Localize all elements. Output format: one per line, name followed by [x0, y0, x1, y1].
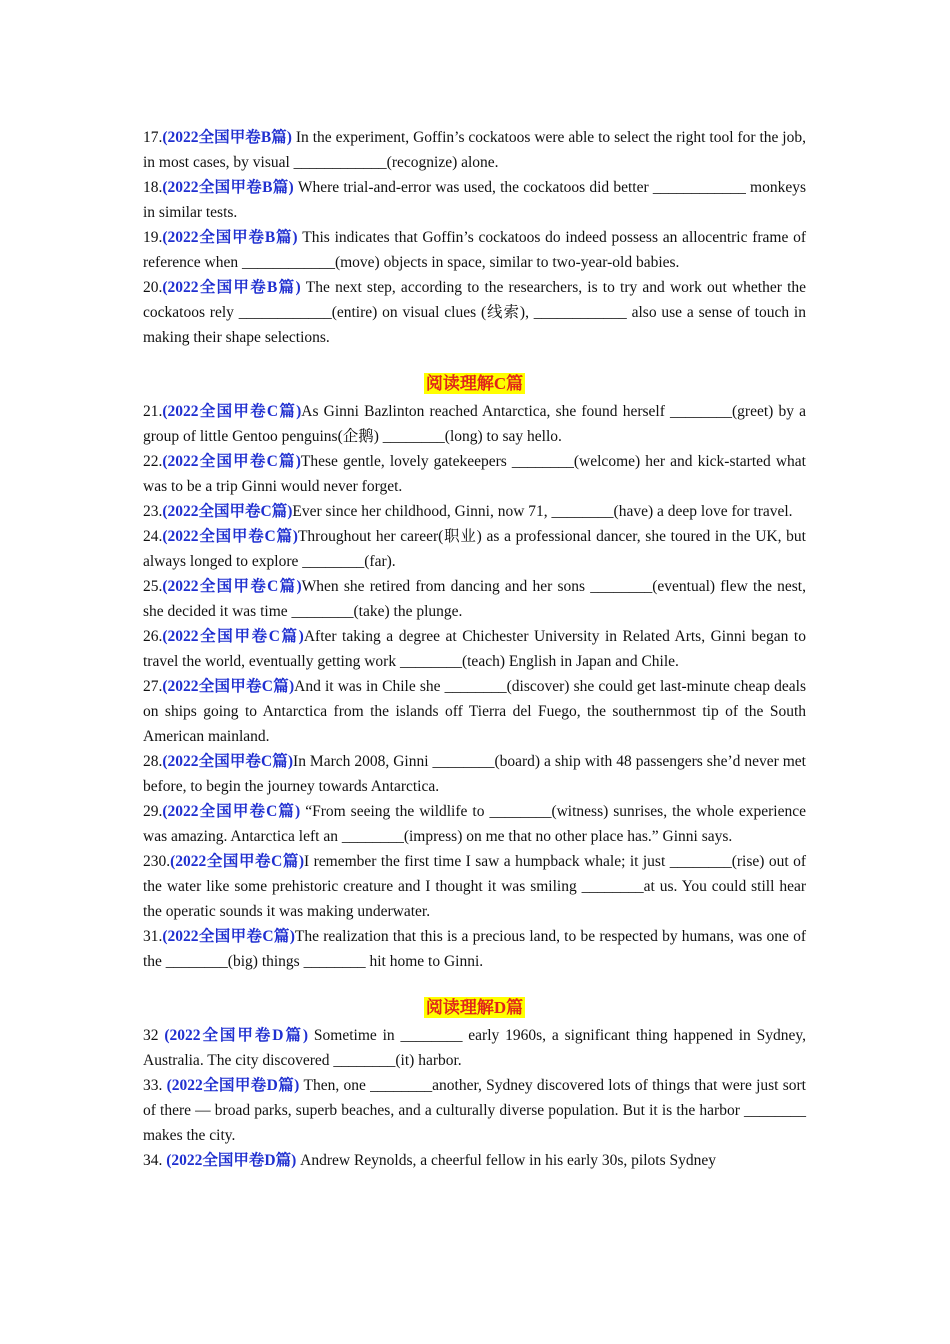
source-tag: (2022全国甲卷C篇) — [162, 678, 295, 695]
question-number: 25. — [143, 578, 163, 595]
question-33 — [143, 1073, 806, 1148]
question-20 — [143, 275, 806, 350]
source-tag: (2022全国甲卷C篇) — [162, 803, 301, 820]
question-29 — [143, 799, 806, 849]
source-tag: (2022全国甲卷C篇) — [162, 528, 298, 545]
source-tag: (2022全国甲卷B篇) — [162, 279, 301, 296]
question-number: 29. — [143, 803, 163, 820]
source-tag: (2022全国甲卷C篇) — [162, 403, 302, 420]
question-text: In the experiment, Goffin’s cockatoos were able to select the right tool for the job, in most cases, by visual ____________(recognize) alone. — [143, 129, 806, 171]
question-number: 27. — [143, 678, 163, 695]
question-28 — [143, 749, 806, 799]
source-tag: (2022全国甲卷B篇) — [162, 179, 294, 196]
question-text: The realization that this is a precious land, to be respected by humans, was one of the ________(big) things ________ hit home to Ginni. — [143, 928, 806, 970]
question-number: 20. — [143, 279, 163, 296]
question-text: And it was in Chile she ________(discover) she could get last-minute cheap deals on ships going to Antarctica from the islands off Tierra del Fuego, the southernmost tip of the South American mainland. — [143, 678, 806, 745]
document-page — [143, 125, 806, 1173]
source-tag: (2022全国甲卷B篇) — [162, 229, 298, 246]
question-21 — [143, 399, 806, 449]
question-22 — [143, 449, 806, 499]
section-d-heading — [143, 994, 806, 1023]
question-text: Ever since her childhood, Ginni, now 71, ________(have) a deep love for travel. — [292, 503, 793, 520]
question-number: 21. — [143, 403, 163, 420]
question-number: 26. — [143, 628, 163, 645]
question-32 — [143, 1023, 806, 1073]
source-tag: (2022全国甲卷C篇) — [162, 628, 304, 645]
question-number: 34. — [143, 1152, 167, 1169]
source-tag: (2022全国甲卷C篇) — [162, 753, 294, 770]
question-27 — [143, 674, 806, 749]
question-text: Andrew Reynolds, a cheerful fellow in his early 30s, pilots Sydney — [296, 1152, 716, 1169]
question-text: As Ginni Bazlinton reached Antarctica, she found herself ________(greet) by a group of little Gentoo penguins(企鹅) ________(long) to say hello. — [143, 403, 806, 445]
section-c-list — [143, 399, 806, 974]
question-text: In March 2008, Ginni ________(board) a ship with 48 passengers she’d never met before, to begin the journey towards Antarctica. — [143, 753, 806, 795]
question-23 — [143, 499, 806, 524]
source-tag: (2022全国甲卷B篇) — [162, 129, 292, 146]
question-30 — [143, 849, 806, 924]
question-17 — [143, 125, 806, 175]
section-d-list — [143, 1023, 806, 1173]
question-text: Sometime in ________ early 1960s, a significant thing happened in Sydney, Australia. The city discovered ________(it) harbor. — [143, 1027, 806, 1069]
source-tag: (2022全国甲卷C篇) — [162, 578, 302, 595]
question-text: When she retired from dancing and her sons ________(eventual) flew the nest, she decided it was time ________(take) the plunge. — [143, 578, 806, 620]
question-25 — [143, 574, 806, 624]
question-text: Then, one ________another, Sydney discovered lots of things that were just sort of there — broad parks, superb beaches, and a culturally diverse population. But it is the harbor ________ makes the city. — [143, 1077, 806, 1144]
question-number: 33. — [143, 1077, 167, 1094]
question-text: The next step, according to the researchers, is to try and work out whether the cockatoos rely ____________(entire) on visual clues (线索), ____________ also use a sense of touch in making their shape selections. — [143, 279, 807, 346]
question-number: 17. — [143, 129, 163, 146]
source-tag: (2022全国甲卷D篇) — [164, 1027, 309, 1044]
section-c-heading — [143, 370, 806, 399]
section-c-heading-text: 阅读理解C篇 — [425, 374, 524, 393]
question-number: 23. — [143, 503, 163, 520]
source-tag: (2022全国甲卷C篇) — [162, 453, 301, 470]
question-text: “From seeing the wildlife to ________(witness) sunrises, the whole experience was amazing. Antarctica left an ________(impress) on me that no other place has.” Ginni says. — [143, 803, 806, 845]
question-24 — [143, 524, 806, 574]
source-tag: (2022全国甲卷D篇) — [166, 1077, 300, 1094]
question-number: 22. — [143, 453, 163, 470]
source-tag: (2022全国甲卷C篇) — [162, 928, 295, 945]
question-number: 19. — [143, 229, 163, 246]
question-number: 230. — [143, 853, 171, 870]
question-26 — [143, 624, 806, 674]
question-number: 28. — [143, 753, 163, 770]
section-b-list — [143, 125, 806, 350]
question-number: 31. — [143, 928, 163, 945]
question-text: These gentle, lovely gatekeepers ________(welcome) her and kick-started what was to be a trip Ginni would never forget. — [143, 453, 806, 495]
source-tag: (2022全国甲卷D篇) — [166, 1152, 297, 1169]
question-number: 24. — [143, 528, 163, 545]
question-number: 18. — [143, 179, 163, 196]
section-d-heading-text: 阅读理解D篇 — [425, 998, 524, 1017]
question-19 — [143, 225, 806, 275]
source-tag: (2022全国甲卷C篇) — [162, 503, 293, 520]
question-text: After taking a degree at Chichester University in Related Arts, Ginni began to travel the world, eventually getting work ________(teach) English in Japan and Chile. — [143, 628, 806, 670]
question-31 — [143, 924, 806, 974]
question-text: This indicates that Goffin’s cockatoos do indeed possess an allocentric frame of reference when ____________(move) objects in space, similar to two-year-old babies. — [143, 229, 806, 271]
question-18 — [143, 175, 806, 225]
question-34 — [143, 1148, 806, 1173]
question-number: 32 — [143, 1027, 165, 1044]
question-text: I remember the first time I saw a humpback whale; it just ________(rise) out of the water like some prehistoric creature and I thought it was smiling ________at us. You could still hear the operatic sounds it was making underwater. — [143, 853, 806, 920]
question-text: Where trial-and-error was used, the cockatoos did better ____________ monkeys in similar tests. — [143, 179, 806, 221]
source-tag: (2022全国甲卷C篇) — [170, 853, 305, 870]
question-text: Throughout her career(职业) as a professional dancer, she toured in the UK, but always longed to explore ________(far). — [143, 528, 806, 570]
